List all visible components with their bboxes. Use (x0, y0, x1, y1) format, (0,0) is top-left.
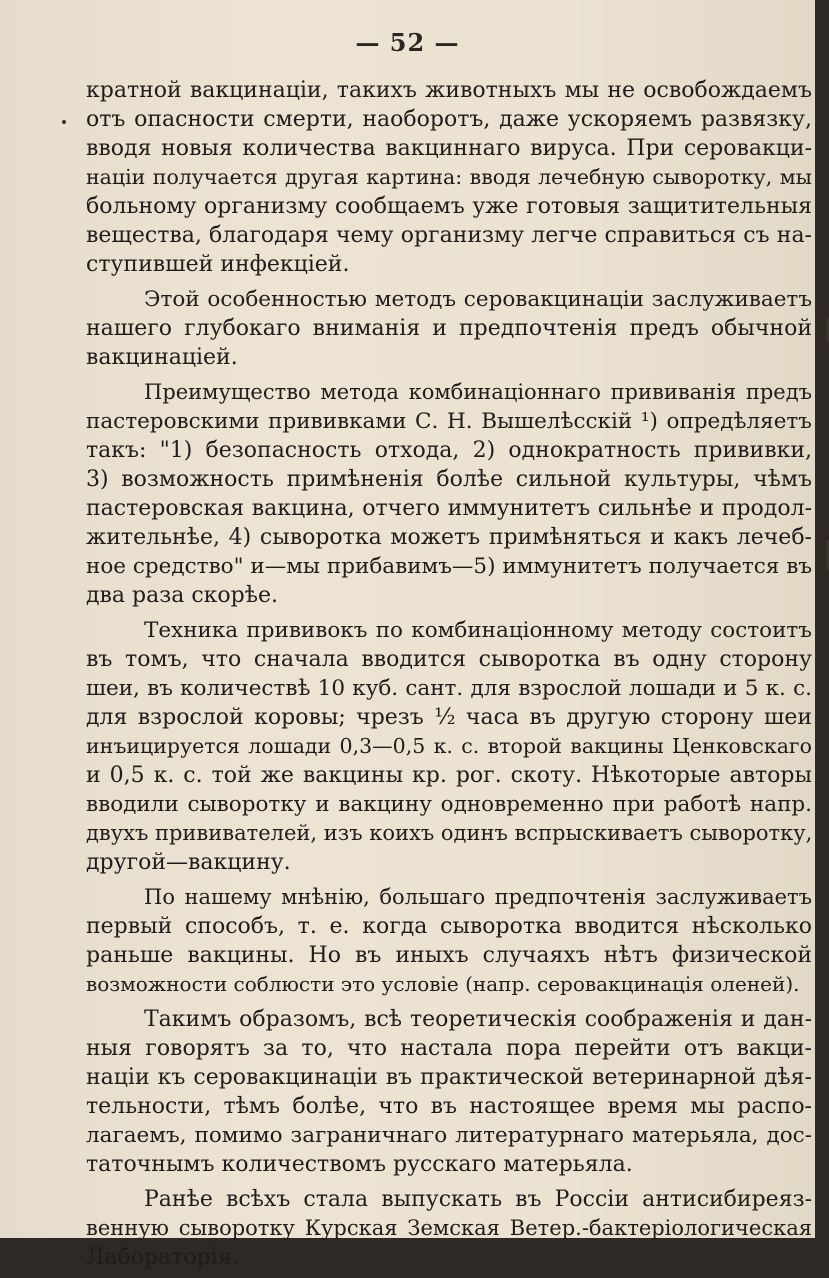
text-line: нашего глубокаго вниманія и предпочтенія предъ обычной (86, 316, 812, 341)
paragraph (86, 883, 812, 999)
text-line: первый способъ, т. е. когда сыворотка вводится нѣсколько (86, 914, 812, 939)
text-line: ныя говорятъ за то, что настала пора перейти отъ вакци- (86, 1036, 812, 1061)
text-line: ступившей инфекціей. (86, 252, 350, 277)
text-line: вводили сыворотку и вакцину одновременно при работѣ напр. (86, 792, 812, 817)
text-line: По нашему мнѣнію, большаго предпочтенія заслуживаетъ (144, 885, 812, 909)
text-line: для взрослой коровы; чрезъ ½ часа въ другую сторону шеи (86, 705, 812, 730)
text-line: венную сыворотку Курская Земская Ветер.-бактеріологическая (86, 1216, 812, 1240)
margin-dot (62, 120, 66, 124)
text-line: тельности, тѣмъ болѣе, что въ настоящее время мы распо- (86, 1094, 812, 1119)
text-line: больному организму сообщаемъ уже готовыя защитительныя (86, 194, 812, 219)
paragraph (86, 285, 812, 372)
text-line: лагаемъ, помимо заграничнаго литературнаго матерьяла, дос- (86, 1123, 812, 1148)
text-line: 3) возможность примѣненія болѣе сильной культуры, чѣмъ (86, 467, 812, 492)
text-line: возможности соблюсти это условіе (напр. серовакцинація оленей). (86, 972, 800, 996)
text-line: другой—вакцину. (86, 850, 291, 875)
text-line: въ томъ, что сначала вводится сыворотка въ одну сторону (86, 647, 812, 672)
text-line: Этой особенностью методъ серовакцинаціи заслуживаетъ (144, 287, 812, 312)
text-line: Такимъ образомъ, всѣ теоретическія соображенія и дан- (144, 1007, 812, 1032)
text-line: такъ: "1) безопасность отхода, 2) однократность прививки, (86, 438, 812, 463)
text-line: вводя новыя количества вакциннаго вируса. При серовакци- (86, 136, 812, 161)
text-line: таточнымъ количествомъ русскаго матерьяла. (86, 1152, 633, 1177)
text-line: пастеровскими прививками С. Н. Вышелѣсскій ¹) опредѣляетъ (86, 409, 812, 434)
text-line: шеи, въ количествѣ 10 куб. сант. для взрослой лошади и 5 к. с. (86, 676, 812, 701)
text-line: инъицируется лошади 0,3—0,5 к. с. второй вакцины Ценковскаго (86, 734, 812, 758)
text-line: ное средство" и—мы прибавимъ—5) иммунитетъ получается въ (86, 554, 812, 579)
text-line: кратной вакцинаціи, такихъ животныхъ мы не освобождаемъ (86, 78, 812, 103)
page-number: — 52 — (355, 28, 460, 57)
text-line: раньше вакцины. Но въ иныхъ случаяхъ нѣтъ физической (86, 943, 812, 968)
text-line: и 0,5 к. с. той же вакцины кр. рог. скоту. Нѣкоторые авторы (86, 763, 812, 788)
text-line: Преимущество метода комбинаціоннаго прививанія предъ (144, 380, 812, 404)
paragraph (86, 378, 812, 610)
paragraph (86, 1005, 812, 1179)
text-line: отъ опасности смерти, наоборотъ, даже ускоряемъ развязку, (86, 107, 812, 132)
text-line: Техника прививокъ по комбинаціонному методу состоитъ (144, 618, 812, 643)
text-line: пастеровская вакцина, отчего иммунитетъ сильнѣе и продол- (86, 496, 812, 521)
text-line: Ранѣе всѣхъ стала выпускать въ Россіи антисибиреяз- (144, 1187, 812, 1212)
paragraph (86, 1185, 812, 1272)
text-line: жительнѣе, 4) сыворотка можетъ примѣняться и какъ лечеб- (86, 525, 812, 550)
text-line: вещества, благодаря чему организму легче справиться съ на- (86, 223, 812, 248)
text-line: націи получается другая картина: вводя лечебную сыворотку, мы (86, 165, 812, 189)
body-text (86, 76, 812, 1278)
text-line: націи къ серовакцинаціи въ практической ветеринарной дѣя- (86, 1065, 812, 1090)
text-line: двухъ прививателей, изъ коихъ одинъ вспрыскиваетъ сыворотку, (86, 821, 813, 845)
text-line: вакцинаціей. (86, 345, 238, 370)
paragraph (86, 616, 812, 877)
paragraph (86, 76, 812, 279)
text-line: два раза скорѣе. (86, 583, 279, 608)
text-line: Лабораторія. (86, 1245, 239, 1270)
